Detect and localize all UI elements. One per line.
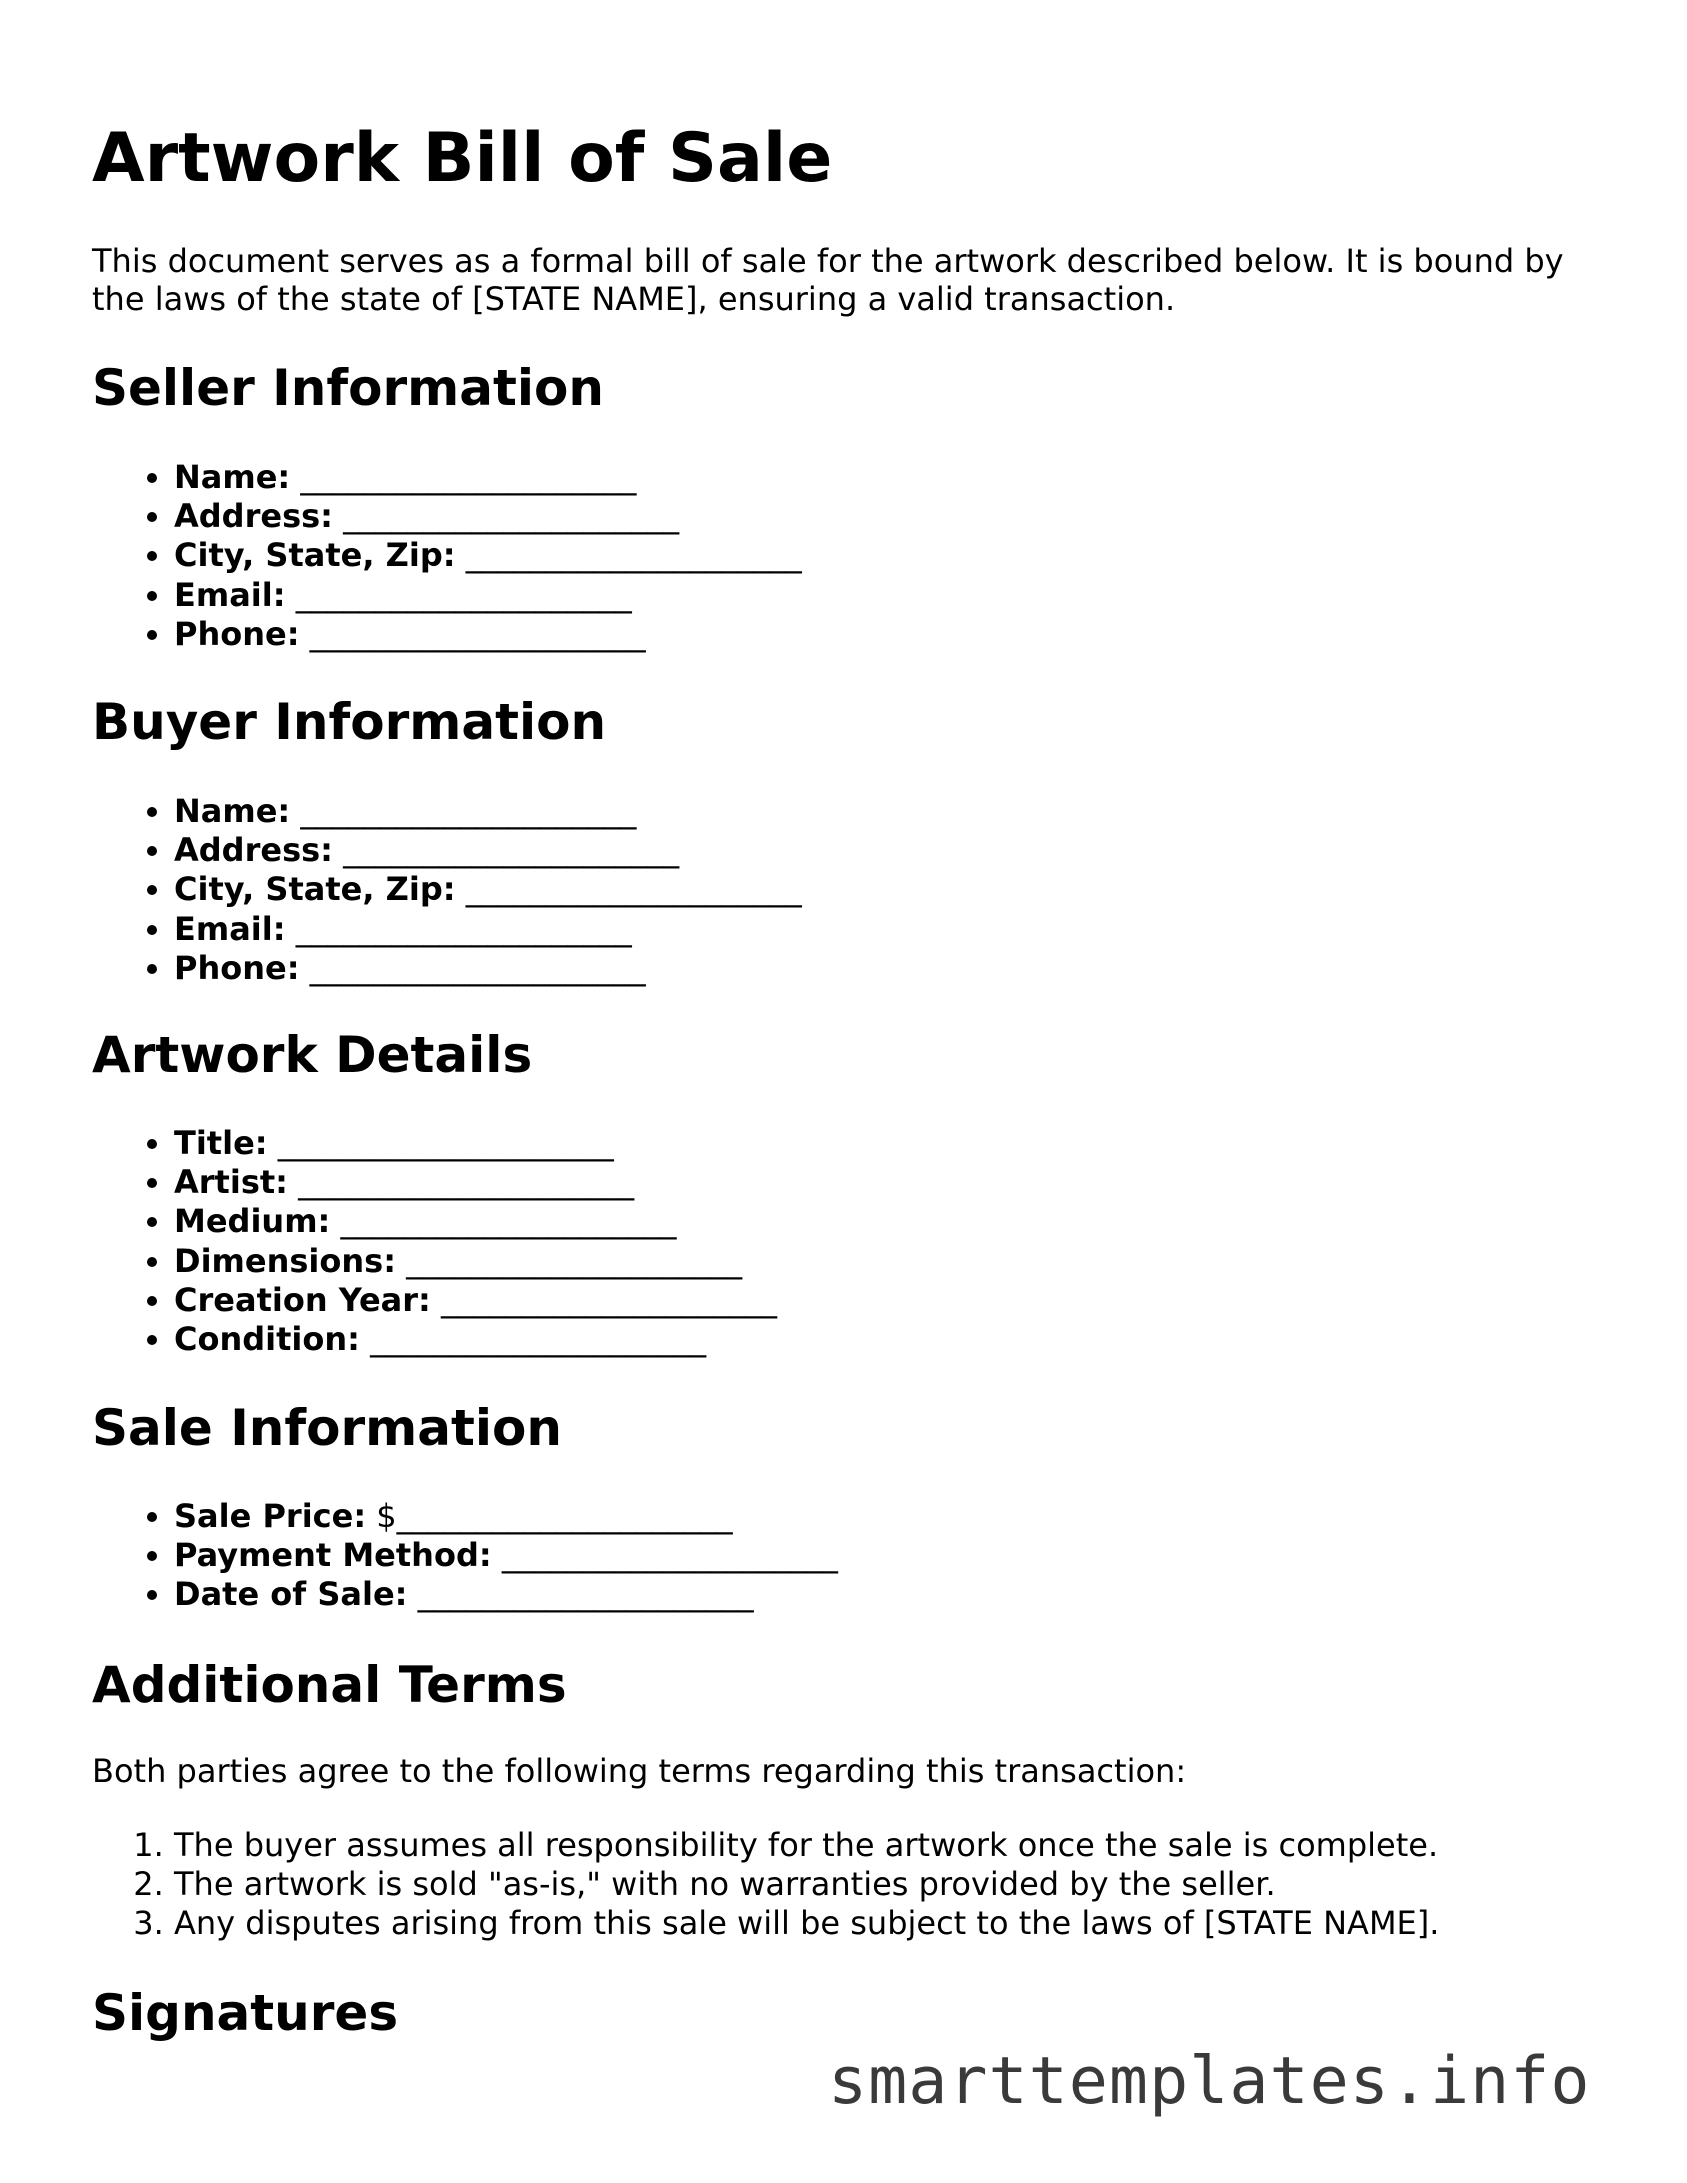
artwork-artist-field: • Artist: _____________________ (174, 1163, 777, 1202)
artwork-heading: Artwork Details (92, 1026, 533, 1084)
watermark: smarttemplates.info (828, 2044, 1591, 2119)
artwork-creation-year-field: • Creation Year: _____________________ (174, 1281, 777, 1320)
buyer-email-field: • Email: _____________________ (174, 910, 802, 949)
signatures-heading: Signatures (92, 1984, 399, 2042)
intro-paragraph: This document serves as a formal bill of sale for the artwork described below. It is bound by the laws of the state of [STATE NAME], ensuring a valid transaction. (92, 242, 1564, 318)
term-item: 1. The buyer assumes all responsibility for the artwork once the sale is complete. (174, 1826, 1439, 1865)
document-title: Artwork Bill of Sale (92, 119, 833, 198)
date-of-sale-field: • Date of Sale: _____________________ (174, 1575, 838, 1614)
buyer-city-state-zip-field: • City, State, Zip: _____________________ (174, 870, 802, 909)
seller-fields-list (92, 458, 802, 654)
buyer-fields-list (92, 792, 802, 988)
artwork-condition-field: • Condition: _____________________ (174, 1320, 777, 1359)
buyer-name-field: • Name: _____________________ (174, 792, 802, 831)
terms-list (92, 1826, 1439, 1944)
artwork-title-field: • Title: _____________________ (174, 1124, 777, 1163)
sale-price-field: • Sale Price: $_____________________ (174, 1497, 838, 1536)
terms-intro: Both parties agree to the following terms regarding this transaction: (92, 1752, 1187, 1790)
buyer-heading: Buyer Information (92, 693, 607, 751)
seller-heading: Seller Information (92, 359, 604, 417)
seller-name-field: • Name: _____________________ (174, 458, 802, 497)
buyer-phone-field: • Phone: _____________________ (174, 949, 802, 988)
sale-heading: Sale Information (92, 1399, 562, 1457)
artwork-dimensions-field: • Dimensions: _____________________ (174, 1242, 777, 1281)
payment-method-field: • Payment Method: _____________________ (174, 1536, 838, 1575)
buyer-address-field: • Address: _____________________ (174, 831, 802, 870)
artwork-medium-field: • Medium: _____________________ (174, 1202, 777, 1241)
seller-address-field: • Address: _____________________ (174, 497, 802, 536)
sale-fields-list (92, 1497, 838, 1615)
term-item: 3. Any disputes arising from this sale will be subject to the laws of [STATE NAME]. (174, 1904, 1439, 1943)
seller-email-field: • Email: _____________________ (174, 576, 802, 615)
seller-phone-field: • Phone: _____________________ (174, 615, 802, 654)
term-item: 2. The artwork is sold "as-is," with no warranties provided by the seller. (174, 1865, 1439, 1904)
terms-heading: Additional Terms (92, 1656, 567, 1714)
artwork-fields-list (92, 1124, 777, 1359)
seller-city-state-zip-field: • City, State, Zip: _____________________ (174, 536, 802, 575)
